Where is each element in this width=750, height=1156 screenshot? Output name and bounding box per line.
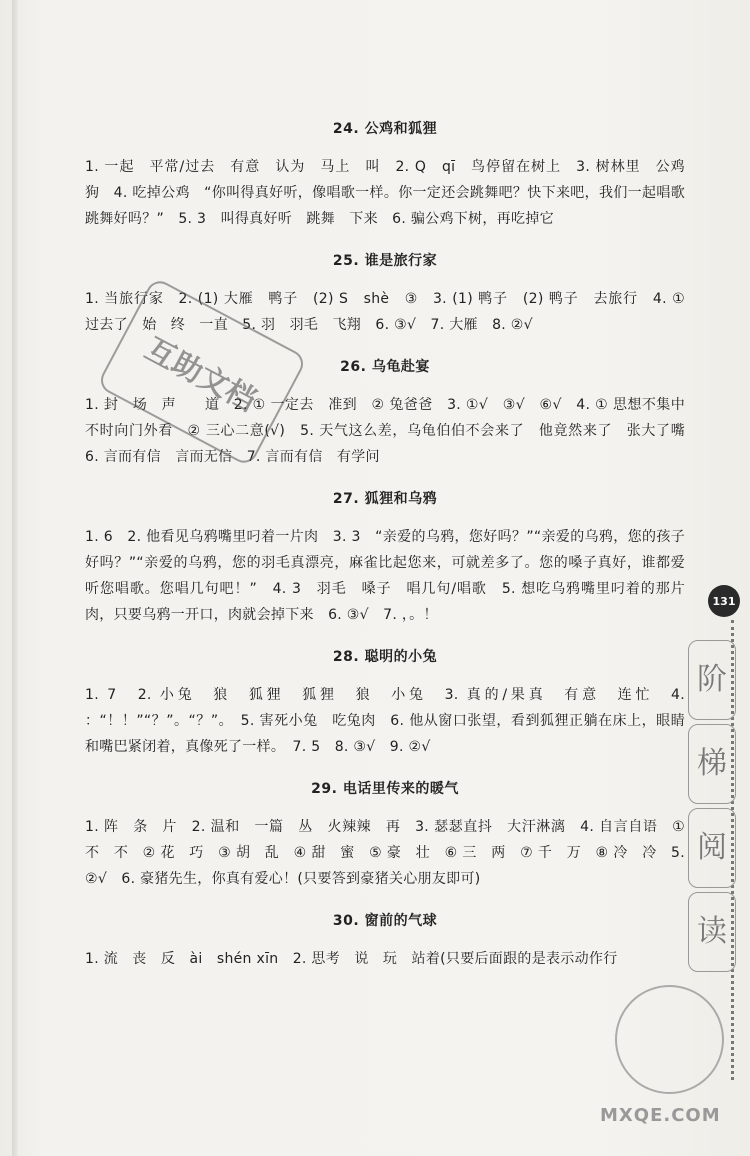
section-27 [85, 488, 685, 628]
section-answer: 1. 流 丧 反 ài shén xīn 2. 思考 说 玩 站着(只要后面跟的是表示动作行 [85, 951, 618, 967]
sun-doodle-icon [615, 985, 724, 1094]
book-spine [12, 0, 18, 1156]
side-char: 阅 [688, 808, 736, 888]
section-title: 25. 谁是旅行家 [332, 253, 438, 269]
section-title: 27. 狐狸和乌鸦 [332, 491, 438, 507]
section-30 [85, 910, 685, 972]
section-24 [85, 118, 700, 232]
section-answer: 1. 7 2. 小兔 狼 狐狸 狐狸 狼 小兔 3. 真的/果真 有意 连忙 4. ：“！！”“？”。“？”。 5. 害死小兔 吃兔肉 6. 他从窗口张望，看到狐狸正躺在床上，眼睛和嘴巴紧闭着，真像死了一样。 7. 5 8. ③√ 9. ②√ [85, 687, 685, 755]
side-char: 梯 [688, 724, 736, 804]
side-tab-label [688, 640, 736, 976]
section-title: 30. 窗前的气球 [332, 913, 438, 929]
section-answer: 1. 一起 平常/过去 有意 认为 马上 叫 2. Q qī 鸟停留在树上 3. 树林里 公鸡 狗 4. 吃掉公鸡 “你叫得真好听，像唱歌一样。你一定还会跳舞吧？快下来吧，我们一起唱歌跳舞好吗？” 5. 3 叫得真好听 跳舞 下来 6. 骗公鸡下树，再吃掉它 [85, 159, 700, 227]
section-answer: 1. 6 2. 他看见乌鸦嘴里叼着一片肉 3. 3 “亲爱的乌鸦，您好吗？”“亲爱的乌鸦，您的孩子好吗？”“亲爱的乌鸦，您的羽毛真漂亮，麻雀比起您来，可就差多了。您的嗓子真好，谁都爱听您唱歌。您唱几句吧！” 4. 3 羽毛 嗓子 唱几句/唱歌 5. 想吃乌鸦嘴里叼着的那片肉，只要乌鸦一开口，肉就会掉下来 6. ③√ 7. ，。！ [85, 529, 685, 623]
section-answer: 1. 封 场 声 道 2. ① 一定去 准到 ② 兔爸爸 3. ①√ ③√ ⑥√ 4. ① 思想不集中 不时向门外看 ② 三心二意(√) 5. 天气这么差，乌龟伯伯不会来了 他竟然来了 张大了嘴 6. 言而有信 言而无信 7. 言而有信 有学问 [85, 397, 700, 465]
section-29 [85, 778, 685, 892]
side-char: 阶 [688, 640, 736, 720]
section-answer: 1. 阵 条 片 2. 温和 一篇 丛 火辣辣 再 3. 瑟瑟直抖 大汗淋漓 4. 自言自语 ① 不 不 ② 花 巧 ③ 胡 乱 ④ 甜 蜜 ⑤ 豪 壮 ⑥ 三 两 ⑦ 千 万 ⑧ 冷 冷 5. ②√ 6. 豪猪先生，你真有爱心！(只要答到豪猪关心朋友即可) [85, 819, 685, 887]
page-number-badge: 131 [708, 585, 740, 617]
section-title: 29. 电话里传来的暖气 [311, 781, 459, 797]
section-answer: 1. 当旅行家 2. (1) 大雁 鸭子 (2) S shè ③ 3. (1) 鸭子 (2) 鸭子 去旅行 4. ① 过去了 始 终 一直 5. 羽 羽毛 飞翔 6. ③√ 7. 大雁 8. ②√ [85, 291, 714, 333]
side-char: 读 [688, 892, 736, 972]
answer-content [85, 118, 714, 990]
site-watermark: MXQE.COM [600, 1105, 721, 1126]
section-title: 24. 公鸡和狐狸 [332, 121, 438, 137]
watermark-stamp: 互助文档 [96, 276, 308, 467]
section-title: 26. 乌龟赴宴 [340, 359, 430, 375]
section-title: 28. 聪明的小兔 [332, 649, 438, 665]
section-28 [85, 646, 685, 760]
